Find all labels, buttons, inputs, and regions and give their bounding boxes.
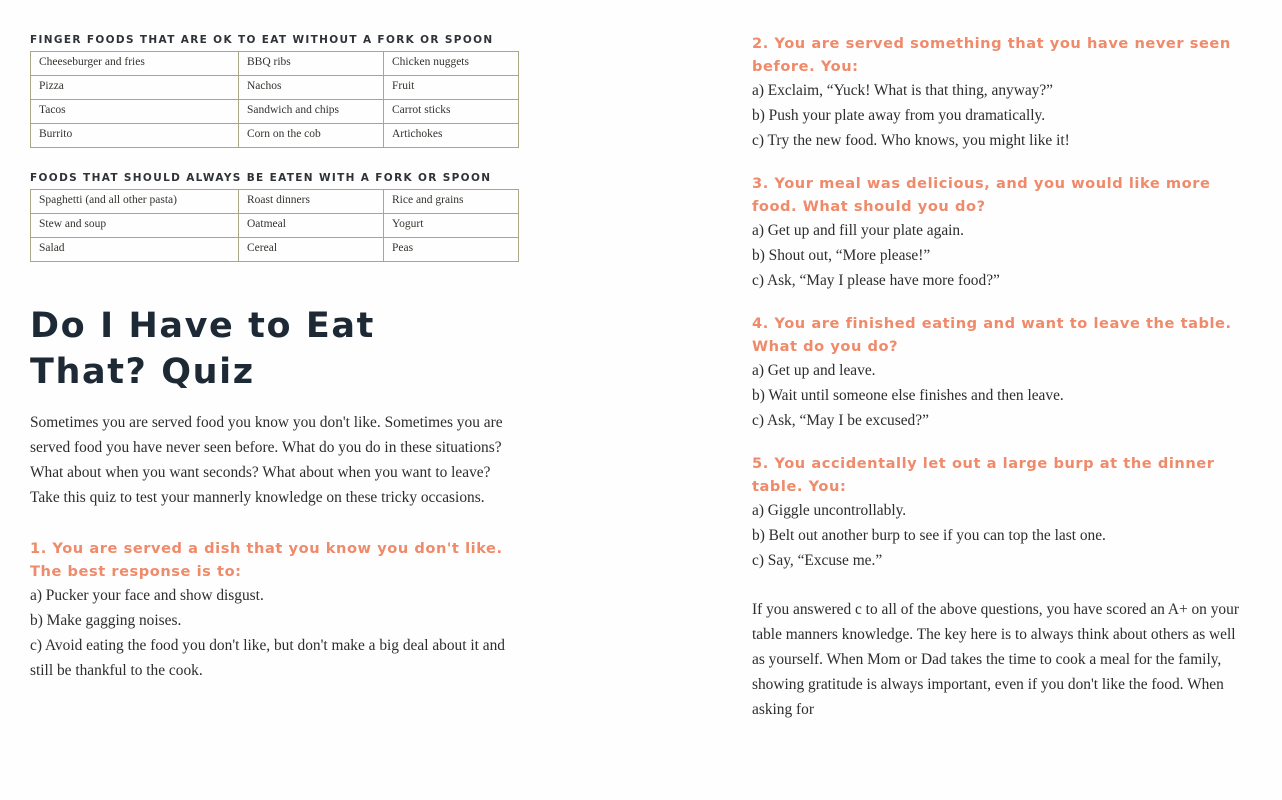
utensil-foods-table (30, 189, 519, 262)
left-column (30, 0, 560, 800)
quiz-question-5 (752, 452, 1252, 574)
question-option: c) Try the new food. Who knows, you might like it! (752, 132, 1070, 149)
question-option: a) Get up and fill your plate again. (752, 222, 964, 240)
question-option: a) Get up and leave. (752, 362, 876, 379)
table-cell: Sandwich and chips (239, 100, 384, 124)
question-prompt: 4. You are finished eating and want to leave the table. What do you do? (752, 314, 1232, 355)
finger-foods-table (30, 51, 519, 148)
table-cell: Cereal (239, 238, 384, 262)
question-option: c) Ask, “May I be excused?” (752, 411, 929, 429)
table-title: FINGER FOODS THAT ARE OK TO EAT WITHOUT A FORK OR SPOON (30, 34, 494, 46)
question-prompt: 1. You are served a dish that you know you don't like. The best response is to: (30, 539, 503, 580)
question-option: b) Wait until someone else finishes and then leave. (752, 386, 1064, 404)
table-cell: Roast dinners (239, 190, 384, 214)
question-option: a) Pucker your face and show disgust. (30, 586, 264, 604)
table-cell: Nachos (239, 76, 384, 100)
table-cell: Chicken nuggets (384, 52, 519, 76)
question-option: b) Push your plate away from you dramatically. (752, 107, 1046, 125)
table-cell: Stew and soup (31, 214, 239, 238)
question-option: c) Ask, “May I please have more food?” (752, 271, 1000, 289)
question-option: a) Exclaim, “Yuck! What is that thing, anyway?” (752, 82, 1054, 100)
table-cell: Yogurt (384, 214, 519, 238)
table-row (31, 190, 519, 214)
quiz-question-4 (752, 312, 1252, 434)
page-title: Do I Have to Eat That? Quiz (30, 306, 375, 392)
question-option: c) Say, “Excuse me.” (752, 551, 883, 569)
table-row (31, 124, 519, 148)
table-title: FOODS THAT SHOULD ALWAYS BE EATEN WITH A FORK OR SPOON (30, 172, 492, 184)
table-cell: Pizza (31, 76, 239, 100)
table-row (31, 76, 519, 100)
table-cell: Spaghetti (and all other pasta) (31, 190, 239, 214)
quiz-question-3 (752, 172, 1252, 294)
table-cell: Burrito (31, 124, 239, 148)
question-option: b) Make gagging noises. (30, 611, 182, 629)
table-cell: BBQ ribs (239, 52, 384, 76)
table-row (31, 214, 519, 238)
question-prompt: 5. You accidentally let out a large burp at the dinner table. You: (752, 454, 1215, 495)
table-row (31, 238, 519, 262)
table-row (31, 52, 519, 76)
closing-paragraph: If you answered c to all of the above questions, you have scored an A+ on your table manners knowledge. The key here is to always think about others as well as yourself. When Mom or Dad takes the time to cook a meal for the family, showing gratitude is always important, even if you don't like the food. When asking for (752, 600, 1239, 718)
table-cell: Fruit (384, 76, 519, 100)
table-cell: Rice and grains (384, 190, 519, 214)
utensil-foods-table-block (30, 172, 560, 262)
table-cell: Oatmeal (239, 214, 384, 238)
table-cell: Salad (31, 238, 239, 262)
quiz-question-1 (30, 537, 560, 684)
column-gutter (560, 0, 752, 800)
right-column (752, 0, 1252, 800)
table-cell: Carrot sticks (384, 100, 519, 124)
finger-foods-table-block (30, 34, 560, 148)
table-cell: Artichokes (384, 124, 519, 148)
table-cell: Cheeseburger and fries (31, 52, 239, 76)
table-cell: Peas (384, 238, 519, 262)
question-option: b) Belt out another burp to see if you can top the last one. (752, 526, 1106, 544)
question-option: b) Shout out, “More please!” (752, 247, 931, 264)
table-row (31, 100, 519, 124)
question-option: a) Giggle uncontrollably. (752, 501, 907, 519)
question-prompt: 2. You are served something that you have never seen before. You: (752, 35, 1231, 76)
table-cell: Tacos (31, 100, 239, 124)
table-cell: Corn on the cob (239, 124, 384, 148)
quiz-question-2 (752, 32, 1252, 154)
question-prompt: 3. Your meal was delicious, and you would like more food. What should you do? (752, 174, 1211, 215)
intro-paragraph: Sometimes you are served food you know you don't like. Sometimes you are served food you have never seen before. What do you do in these situations? What about when you want seconds? What about when you want to leave? Take this quiz to test your mannerly knowledge on these tricky occasions. (30, 414, 503, 506)
question-option: c) Avoid eating the food you don't like, but don't make a big deal about it and still be thankful to the cook. (30, 636, 505, 679)
